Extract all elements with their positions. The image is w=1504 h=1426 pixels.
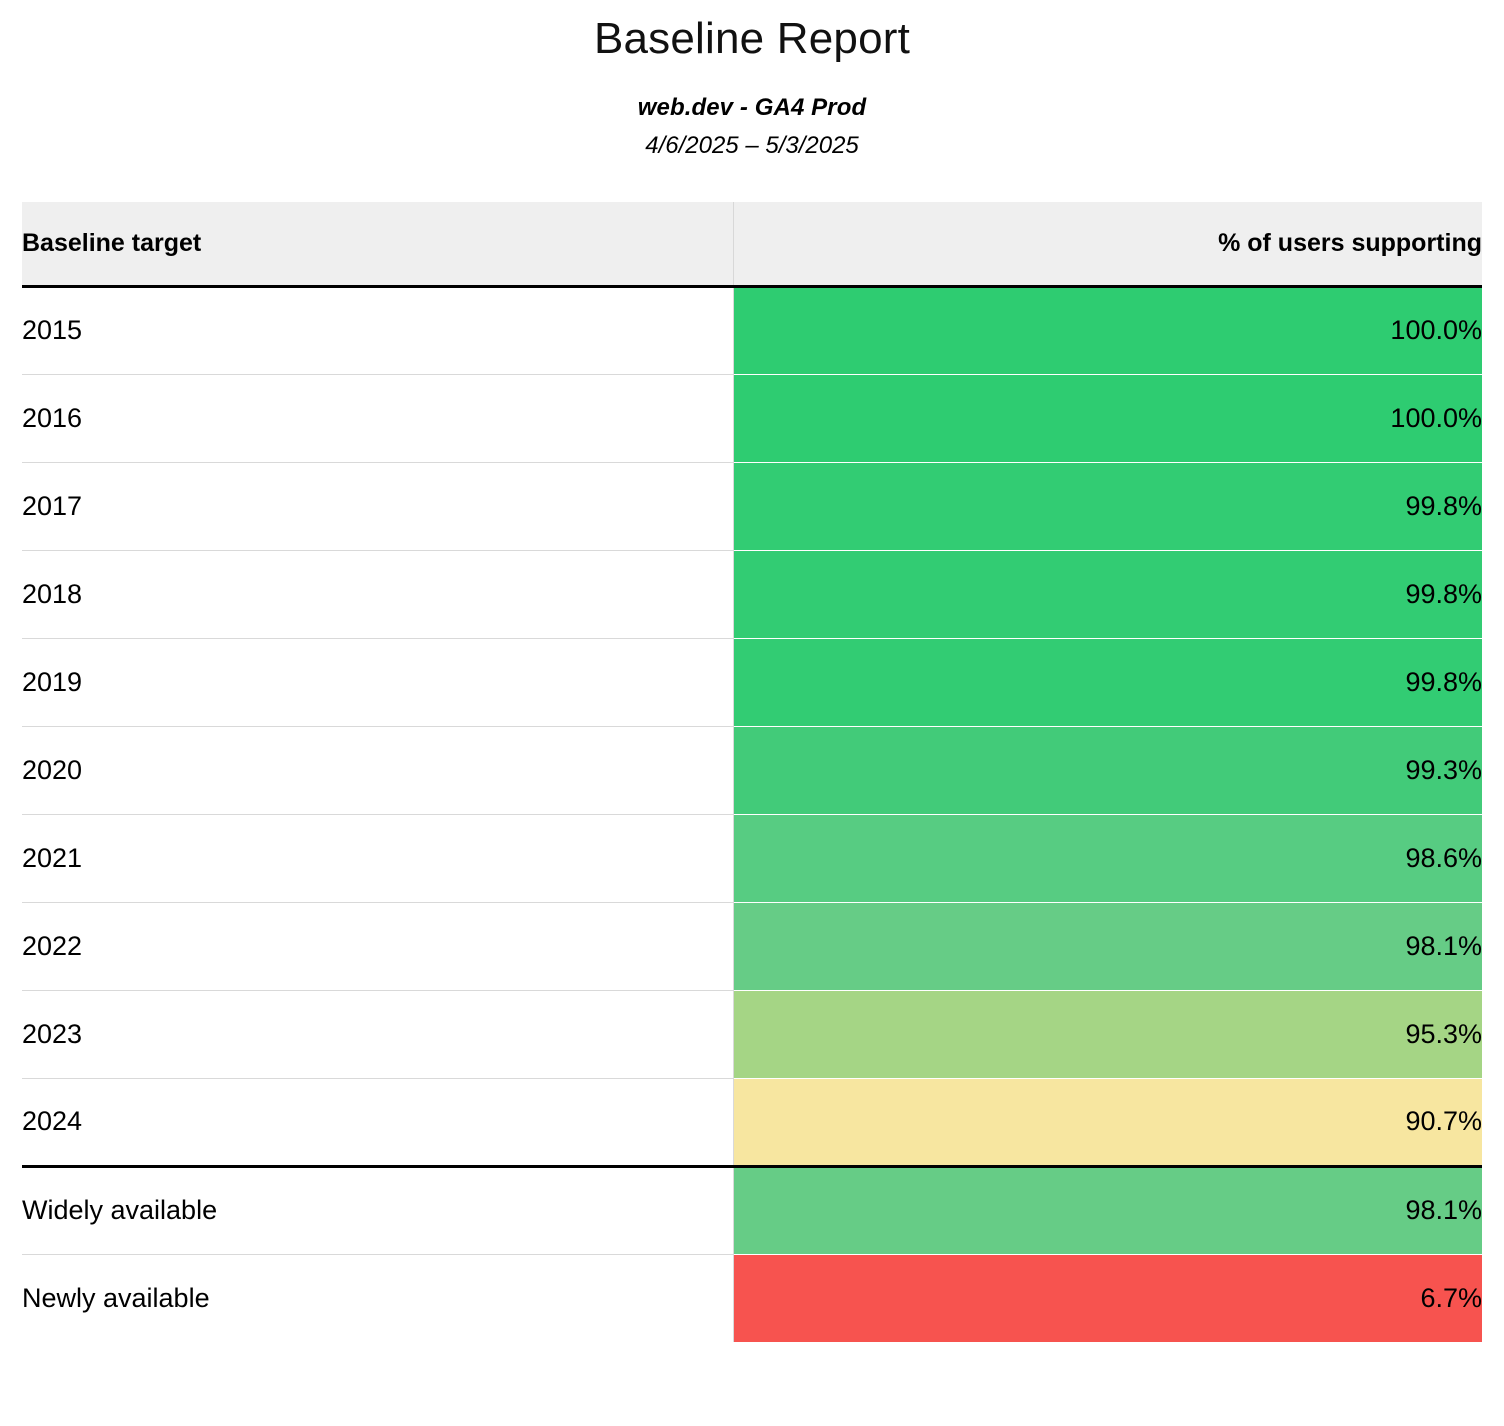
- row-value: 99.3%: [733, 726, 1482, 814]
- column-header-baseline-target: Baseline target: [22, 202, 733, 286]
- table-row: [22, 638, 1482, 726]
- table-row: [22, 1078, 1482, 1166]
- row-value: 99.8%: [733, 550, 1482, 638]
- row-value: 98.1%: [733, 1166, 1482, 1254]
- row-value: 99.8%: [733, 638, 1482, 726]
- table-row: [22, 902, 1482, 990]
- row-label: 2022: [22, 902, 733, 990]
- table-row: [22, 374, 1482, 462]
- report-date-range: 4/6/2025 – 5/3/2025: [645, 132, 859, 159]
- table-row: [22, 990, 1482, 1078]
- row-value: 98.6%: [733, 814, 1482, 902]
- row-label: 2019: [22, 638, 733, 726]
- row-value: 6.7%: [733, 1254, 1482, 1342]
- table-body: [22, 286, 1482, 1342]
- table-row: [22, 462, 1482, 550]
- row-label: 2016: [22, 374, 733, 462]
- report-property: web.dev - GA4 Prod: [637, 94, 867, 121]
- table-row: [22, 814, 1482, 902]
- row-value: 100.0%: [733, 286, 1482, 374]
- table-row: [22, 1166, 1482, 1254]
- baseline-report-table: [22, 202, 1482, 1342]
- row-value: 95.3%: [733, 990, 1482, 1078]
- report-subtitle: [0, 94, 1504, 160]
- row-label: 2020: [22, 726, 733, 814]
- row-label: 2017: [22, 462, 733, 550]
- report-table-container: [0, 202, 1504, 1342]
- row-label: 2024: [22, 1078, 733, 1166]
- table-row: [22, 1254, 1482, 1342]
- row-value: 99.8%: [733, 462, 1482, 550]
- row-value: 90.7%: [733, 1078, 1482, 1166]
- row-label: 2015: [22, 286, 733, 374]
- table-row: [22, 286, 1482, 374]
- row-label: 2021: [22, 814, 733, 902]
- row-label: Widely available: [22, 1166, 733, 1254]
- row-value: 98.1%: [733, 902, 1482, 990]
- column-header-percent-users: % of users supporting: [733, 202, 1482, 286]
- page-title: Baseline Report: [593, 14, 911, 63]
- table-header-row: [22, 202, 1482, 286]
- table-row: [22, 550, 1482, 638]
- table-row: [22, 726, 1482, 814]
- row-label: 2018: [22, 550, 733, 638]
- row-label: Newly available: [22, 1254, 733, 1342]
- row-value: 100.0%: [733, 374, 1482, 462]
- row-label: 2023: [22, 990, 733, 1078]
